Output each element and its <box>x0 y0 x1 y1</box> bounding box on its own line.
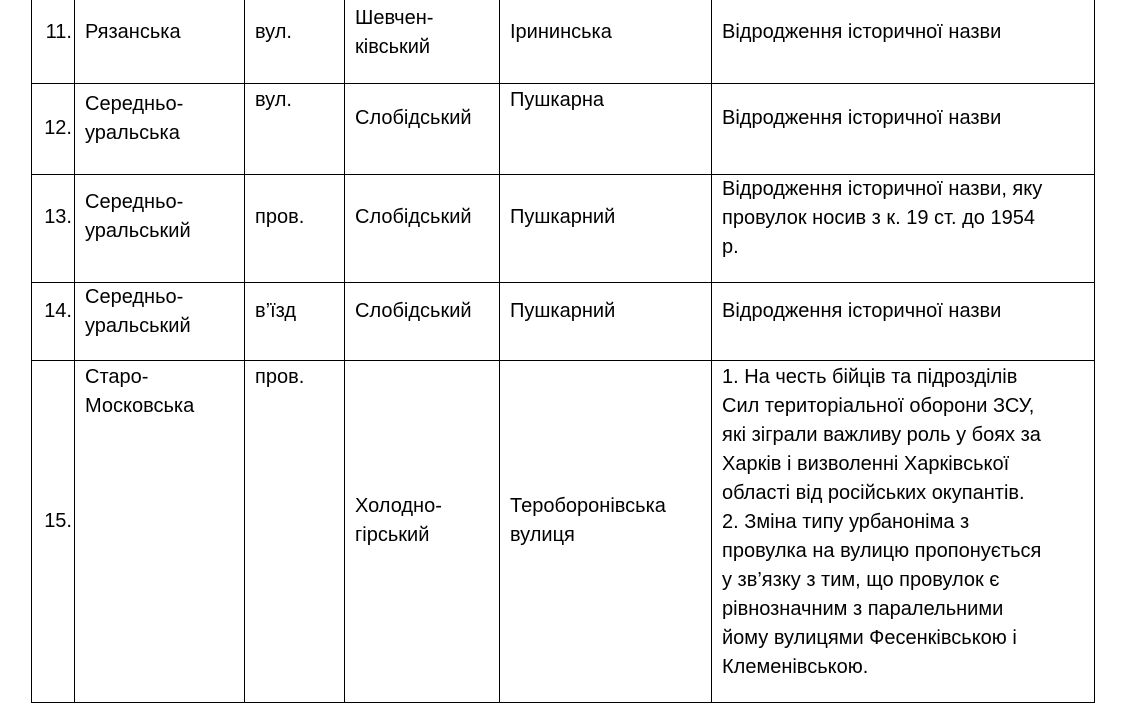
new-name: Старо- Московська <box>85 366 195 417</box>
object-type-cell <box>245 283 345 361</box>
old-name-cell <box>500 175 712 283</box>
district-cell <box>345 361 500 703</box>
object-type: пров. <box>255 366 305 388</box>
old-name: Тероборонівська вулиця <box>510 495 666 546</box>
old-name: Пушкарний <box>510 300 616 322</box>
old-name: Пушкарний <box>510 206 616 228</box>
new-name-cell <box>75 361 245 703</box>
object-type-cell <box>245 361 345 703</box>
old-name-cell <box>500 0 712 84</box>
table-row <box>32 361 1095 703</box>
new-name: Середньо- уральський <box>85 191 191 242</box>
new-name: Середньо- уральська <box>85 93 184 144</box>
renaming-reason: Відродження історичної назви, яку провулок носив з к. 19 ст. до 1954 р. <box>722 178 1043 258</box>
reason-cell <box>712 175 1095 283</box>
row-number-cell <box>32 283 75 361</box>
row-number: 14. <box>44 300 72 322</box>
object-type-cell <box>245 0 345 84</box>
table-row <box>32 283 1095 361</box>
object-type-cell <box>245 175 345 283</box>
row-number-cell <box>32 175 75 283</box>
old-name: Ірининська <box>510 21 612 43</box>
object-type: пров. <box>255 206 305 228</box>
district: Шевчен- ківський <box>355 7 434 58</box>
table-row <box>32 175 1095 283</box>
old-name-cell <box>500 84 712 175</box>
district-cell <box>345 0 500 84</box>
renaming-reason: Відродження історичної назви <box>722 300 1002 322</box>
new-name-cell <box>75 0 245 84</box>
reason-cell <box>712 84 1095 175</box>
old-name: Пушкарна <box>510 89 605 111</box>
row-number: 12. <box>44 117 72 139</box>
object-type: вул. <box>255 89 292 111</box>
object-type-cell <box>245 84 345 175</box>
district-cell <box>345 84 500 175</box>
old-name-cell <box>500 283 712 361</box>
reason-cell <box>712 0 1095 84</box>
new-name: Середньо- уральський <box>85 286 191 337</box>
object-type: вул. <box>255 21 292 43</box>
district: Слобідський <box>355 107 472 129</box>
row-number-cell <box>32 84 75 175</box>
renaming-reason: Відродження історичної назви <box>722 107 1002 129</box>
old-name-cell <box>500 361 712 703</box>
row-number-cell <box>32 0 75 84</box>
table-row <box>32 0 1095 84</box>
new-name-cell <box>75 283 245 361</box>
table-row <box>32 84 1095 175</box>
reason-cell <box>712 283 1095 361</box>
row-number: 13. <box>44 206 72 228</box>
row-number-cell <box>32 361 75 703</box>
object-type: в’їзд <box>255 300 297 322</box>
new-name: Рязанська <box>85 21 181 43</box>
district: Слобідський <box>355 300 472 322</box>
new-name-cell <box>75 84 245 175</box>
district-cell <box>345 283 500 361</box>
row-number: 15. <box>44 510 72 532</box>
district: Слобідський <box>355 206 472 228</box>
row-number: 11. <box>45 21 72 43</box>
renaming-reason: 1. На честь бійців та підрозділів Сил територіальної оборони ЗСУ, які зіграли важливу роль у боях за Харків і визволенні Харківської області від російських окупантів. 2. Зміна типу урбаноніма з провулка на вулицю пропонується у зв’язку з тим, що провулок є рівнозначним з паралельними йому вулицями Фесенківською і Клеменівською. <box>722 366 1042 678</box>
reason-cell <box>712 361 1095 703</box>
renaming-reason: Відродження історичної назви <box>722 21 1002 43</box>
street-renaming-table <box>31 0 1095 703</box>
district-cell <box>345 175 500 283</box>
new-name-cell <box>75 175 245 283</box>
district: Холодно- гірський <box>355 495 442 546</box>
